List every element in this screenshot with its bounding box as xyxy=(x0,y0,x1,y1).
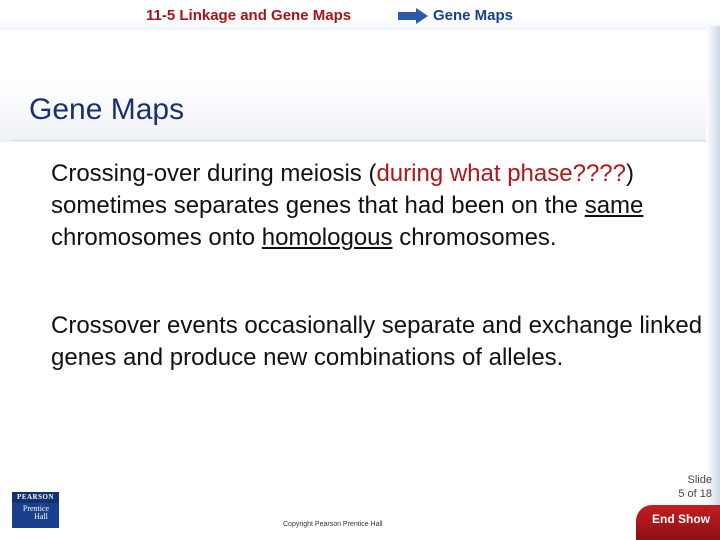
slide-title: Gene Maps xyxy=(29,93,185,126)
p1-question: during what phase???? xyxy=(376,160,626,187)
slide-label: Slide xyxy=(687,474,712,486)
p1-text-3: chromosomes onto xyxy=(51,224,262,251)
copyright-text: Copyright Pearson Prentice Hall xyxy=(283,521,383,528)
end-show-label: End Show xyxy=(652,512,710,526)
right-edge-shadow xyxy=(706,26,720,540)
paragraph-crossing-over xyxy=(51,158,711,254)
logo-line2: Hall xyxy=(34,512,48,521)
title-divider xyxy=(12,140,706,141)
p1-same: same xyxy=(584,192,644,219)
p1-text-1: Crossing-over during meiosis ( xyxy=(51,160,377,187)
logo-bottom-text xyxy=(15,505,57,521)
pearson-logo xyxy=(12,492,59,528)
breadcrumb-section[interactable]: 11-5 Linkage and Gene Maps xyxy=(146,7,352,24)
logo-line1: Prentice xyxy=(22,504,50,513)
p1-text-2: ) sometimes separates genes that had been on the xyxy=(51,160,634,219)
end-show-button[interactable] xyxy=(636,505,720,540)
paragraph-crossover-events: Crossover events occasionally separate and exchange linked genes and produce new combinations of alleles. xyxy=(51,312,703,371)
logo-top-text: PEARSON xyxy=(12,492,59,503)
slide-number xyxy=(668,473,712,501)
top-bar xyxy=(0,0,720,30)
p1-text-4: chromosomes. xyxy=(392,224,557,251)
p1-homologous: homologous xyxy=(261,224,393,251)
slide-count: 5 of 18 xyxy=(678,488,712,500)
breadcrumb-current: Gene Maps xyxy=(433,7,514,24)
right-arrow-icon xyxy=(398,8,428,24)
